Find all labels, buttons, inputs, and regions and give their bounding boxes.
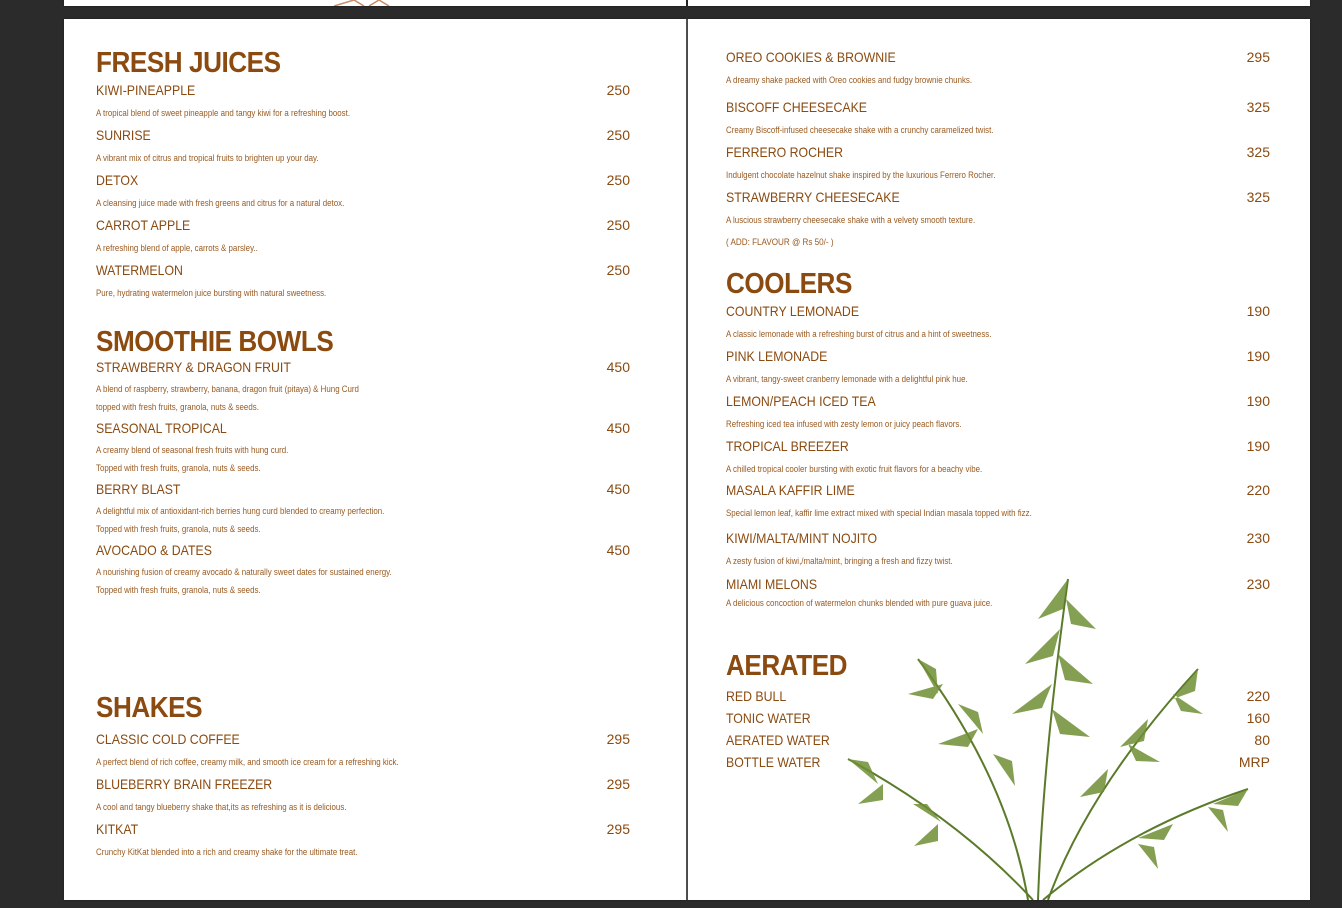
item-price: 325 [1246, 99, 1270, 115]
menu-item [96, 358, 630, 416]
item-price: 190 [1246, 393, 1270, 409]
item-name: STRAWBERRY CHEESECAKE [726, 189, 900, 205]
item-price: 450 [606, 481, 630, 497]
item-price: 295 [606, 776, 630, 792]
item-name: MIAMI MELONS [726, 576, 818, 592]
section-heading: FRESH JUICES [96, 47, 281, 79]
item-price: 160 [1246, 710, 1270, 726]
menu-item [726, 575, 1270, 612]
item-price: 250 [606, 82, 630, 98]
menu-item [96, 126, 630, 167]
item-description: A perfect blend of rich coffee, creamy milk, and smooth ice cream for a refreshing kick. [96, 757, 399, 767]
item-description: A tropical blend of sweet pineapple and tangy kiwi for a refreshing boost. [96, 108, 351, 118]
menu-item [726, 302, 1270, 343]
item-price: 230 [1246, 576, 1270, 592]
item-price: 80 [1254, 732, 1270, 748]
flavour-note: ( ADD: FLAVOUR @ Rs 50/- ) [726, 237, 834, 247]
item-price: 295 [1246, 49, 1270, 65]
item-name: OREO COOKIES & BROWNIE [726, 49, 896, 65]
item-name: BLUEBERRY BRAIN FREEZER [96, 776, 273, 792]
menu-item [96, 775, 630, 816]
menu-item [726, 437, 1270, 478]
menu-item [726, 98, 1270, 139]
smoothie-bowls-list [96, 358, 630, 599]
section-heading: SHAKES [96, 692, 203, 724]
item-name: BISCOFF CHEESECAKE [726, 99, 868, 115]
item-description: A refreshing blend of apple, carrots & parsley.. [96, 243, 258, 253]
item-description: A delightful mix of antioxidant-rich berries hung curd blended to creamy perfection. [96, 506, 385, 516]
section-heading: SMOOTHIE BOWLS [96, 326, 334, 358]
menu-item [96, 541, 630, 599]
item-name: DETOX [96, 172, 139, 188]
item-name: PINK LEMONADE [726, 348, 828, 364]
aerated-section [726, 650, 1270, 775]
item-description: A classic lemonade with a refreshing burst of citrus and a hint of sweetness. [726, 329, 992, 339]
item-name: MASALA KAFFIR LIME [726, 482, 855, 498]
section-heading: COOLERS [726, 268, 852, 300]
menu-item [96, 261, 630, 302]
item-name: BERRY BLAST [96, 481, 181, 497]
item-name: TONIC WATER [726, 710, 811, 726]
menu-item [96, 81, 630, 122]
previous-page-strip-left [64, 0, 686, 6]
menu-item [726, 481, 1270, 522]
item-price: 190 [1246, 303, 1270, 319]
menu-item [726, 48, 1270, 89]
section-heading: AERATED [726, 650, 848, 682]
item-price: 190 [1246, 438, 1270, 454]
item-price: 250 [606, 127, 630, 143]
item-description-line2: Topped with fresh fruits, granola, nuts & seeds. [96, 463, 261, 473]
item-name: SUNRISE [96, 127, 151, 143]
item-description-line2: topped with fresh fruits, granola, nuts & seeds. [96, 402, 259, 412]
menu-item [96, 216, 630, 257]
item-name: SEASONAL TROPICAL [96, 420, 227, 436]
item-name: KIWI/MALTA/MINT NOJITO [726, 530, 878, 546]
menu-item [96, 171, 630, 212]
aerated-list [726, 687, 1270, 775]
item-price: 220 [1246, 688, 1270, 704]
item-description: A creamy blend of seasonal fresh fruits with hung curd. [96, 445, 289, 455]
menu-item [726, 188, 1270, 229]
item-description: Pure, hydrating watermelon juice bursting with natural sweetness. [96, 288, 327, 298]
menu-item [96, 480, 630, 538]
item-name: AERATED WATER [726, 732, 830, 748]
menu-item [726, 753, 1270, 775]
item-name: WATERMELON [96, 262, 183, 278]
coolers-section [726, 268, 1270, 612]
item-name: FERRERO ROCHER [726, 144, 844, 160]
item-description: A delicious concoction of watermelon chunks blended with pure guava juice. [726, 598, 993, 608]
item-name: TROPICAL BREEZER [726, 438, 849, 454]
menu-item [726, 731, 1270, 753]
item-price: 250 [606, 172, 630, 188]
item-name: COUNTRY LEMONADE [726, 303, 860, 319]
item-price: 250 [606, 262, 630, 278]
item-description: A zesty fusion of kiwi,/malta/mint, bringing a fresh and fizzy twist. [726, 556, 953, 566]
shakes-continued-section [726, 48, 1270, 249]
item-description: A cleansing juice made with fresh greens and citrus for a natural detox. [96, 198, 345, 208]
item-price: 450 [606, 359, 630, 375]
item-price: 450 [606, 542, 630, 558]
item-price: MRP [1238, 754, 1270, 770]
item-description: Refreshing iced tea infused with zesty lemon or juicy peach flavors. [726, 419, 962, 429]
item-price: 230 [1246, 530, 1270, 546]
item-price: 295 [606, 731, 630, 747]
item-price: 190 [1246, 348, 1270, 364]
item-description: A cool and tangy blueberry shake that,its as refreshing as it is delicious. [96, 802, 347, 812]
decor-leaf-icon [334, 0, 414, 6]
shakes-section [96, 692, 630, 861]
item-name: CARROT APPLE [96, 217, 191, 233]
item-description: Indulgent chocolate hazelnut shake inspired by the luxurious Ferrero Rocher. [726, 170, 996, 180]
item-name: CLASSIC COLD COFFEE [96, 731, 240, 747]
previous-page-strip-right [688, 0, 1310, 6]
fresh-juices-section [96, 47, 630, 302]
fresh-juices-list [96, 81, 630, 302]
item-name: KIWI-PINEAPPLE [96, 82, 196, 98]
menu-item [726, 143, 1270, 184]
menu-item [726, 709, 1270, 731]
item-price: 220 [1246, 482, 1270, 498]
item-description: Creamy Biscoff-infused cheesecake shake with a crunchy caramelized twist. [726, 125, 994, 135]
item-description-line2: Topped with fresh fruits, granola, nuts & seeds. [96, 585, 261, 595]
menu-page-left [64, 19, 686, 900]
item-price: 295 [606, 821, 630, 837]
item-name: LEMON/PEACH ICED TEA [726, 393, 876, 409]
item-description: A vibrant mix of citrus and tropical fruits to brighten up your day. [96, 153, 319, 163]
item-name: AVOCADO & DATES [96, 542, 212, 558]
coolers-list [726, 302, 1270, 612]
item-price: 250 [606, 217, 630, 233]
item-name: STRAWBERRY & DRAGON FRUIT [96, 359, 291, 375]
item-price: 450 [606, 420, 630, 436]
item-description: A blend of raspberry, strawberry, banana, dragon fruit (pitaya) & Hung Curd [96, 384, 359, 394]
menu-item [96, 419, 630, 477]
item-name: KITKAT [96, 821, 139, 837]
item-description: A dreamy shake packed with Oreo cookies and fudgy brownie chunks. [726, 75, 973, 85]
item-price: 325 [1246, 189, 1270, 205]
menu-item [726, 687, 1270, 709]
item-description: A luscious strawberry cheesecake shake with a velvety smooth texture. [726, 215, 976, 225]
menu-item [726, 347, 1270, 388]
item-description: A chilled tropical cooler bursting with exotic fruit flavors for a beachy vibe. [726, 464, 983, 474]
item-description: A vibrant, tangy-sweet cranberry lemonade with a delightful pink hue. [726, 374, 968, 384]
item-description-line2: Topped with fresh fruits, granola, nuts & seeds. [96, 524, 261, 534]
shakes-list [96, 730, 630, 861]
smoothie-bowls-section [96, 326, 630, 599]
item-description: A nourishing fusion of creamy avocado & naturally sweet dates for sustained energy. [96, 567, 392, 577]
item-name: RED BULL [726, 688, 787, 704]
item-description: Special lemon leaf, kaffir lime extract mixed with special Indian masala topped with fizz. [726, 508, 1032, 518]
menu-item [96, 730, 630, 771]
menu-item [726, 529, 1270, 570]
item-name: BOTTLE WATER [726, 754, 821, 770]
menu-page-right [688, 19, 1310, 900]
item-description: Crunchy KitKat blended into a rich and creamy shake for the ultimate treat. [96, 847, 358, 857]
menu-item [96, 820, 630, 861]
item-price: 325 [1246, 144, 1270, 160]
menu-item [726, 392, 1270, 433]
